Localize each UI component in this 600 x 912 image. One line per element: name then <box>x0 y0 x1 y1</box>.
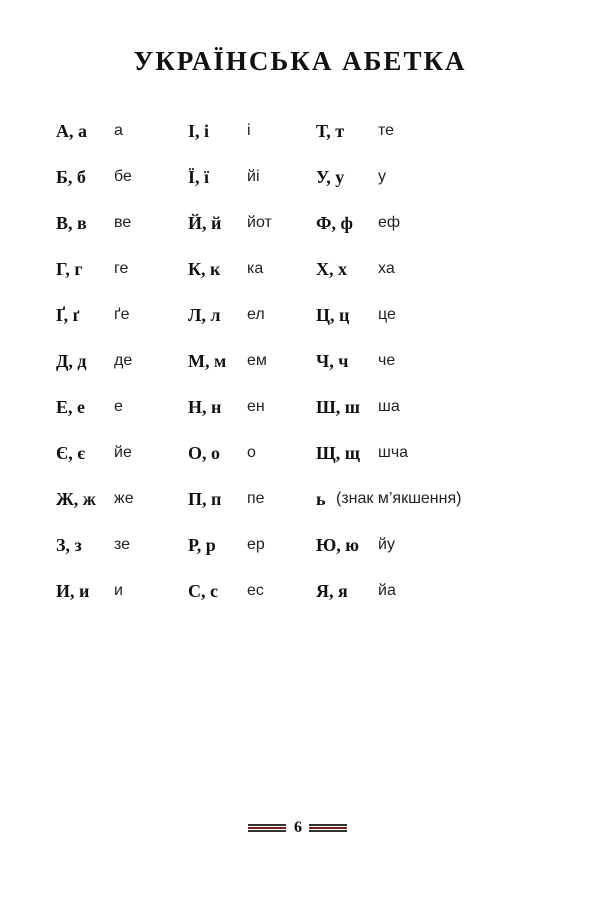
letter-pair: Т, т <box>316 121 345 141</box>
letter-name: ка <box>247 260 264 277</box>
letter-name: ша <box>378 398 400 415</box>
letter-pair: Ж, ж <box>56 489 96 509</box>
letter-name: и <box>114 582 123 599</box>
letter-pair: Ц, ц <box>316 305 350 325</box>
letter-pair: Й, й <box>188 213 222 233</box>
letter-name: у <box>378 168 386 185</box>
letter-pair: Х, х <box>316 259 347 279</box>
letter-name: йот <box>247 214 272 231</box>
letter-name: ен <box>247 398 265 415</box>
letter-name: ха <box>378 260 395 277</box>
letter-pair: Ґ, ґ <box>56 305 80 325</box>
letter-name: пе <box>247 490 265 507</box>
letter-name: бе <box>114 168 132 185</box>
letter-name: йі <box>247 168 260 185</box>
letter-pair: Н, н <box>188 397 222 417</box>
letter-name: ес <box>247 582 264 599</box>
letter-pair: І, і <box>188 121 210 141</box>
letter-name: (знак м’якшення) <box>336 490 462 507</box>
letter-pair: В, в <box>56 213 87 233</box>
letter-name: ґе <box>114 306 130 323</box>
letter-name: те <box>378 122 395 139</box>
letter-name: де <box>114 352 133 369</box>
page-number: 6 <box>294 819 302 836</box>
letter-pair: О, о <box>188 443 221 463</box>
letter-name: і <box>247 122 251 139</box>
letter-name: о <box>247 444 256 461</box>
letter-name: че <box>378 352 396 369</box>
letter-pair: Ч, ч <box>316 351 349 371</box>
letter-name: ве <box>114 214 132 231</box>
letter-pair: Б, б <box>56 167 86 187</box>
letter-pair: Р, р <box>188 535 216 555</box>
decorative-rule-left <box>248 824 286 832</box>
letter-pair: Щ, щ <box>316 443 360 463</box>
decorative-rule-right <box>309 824 347 832</box>
letter-name: еф <box>378 214 401 231</box>
letter-pair: У, у <box>316 167 345 187</box>
letter-name: йе <box>114 444 132 461</box>
letter-name: ел <box>247 306 265 323</box>
letter-pair: Е, е <box>56 397 85 417</box>
page-footer <box>0 816 600 840</box>
letter-pair: ь <box>316 489 326 509</box>
letter-name: зе <box>114 536 131 553</box>
letter-pair: З, з <box>56 535 82 555</box>
letter-pair: И, и <box>56 581 90 601</box>
letter-name: ер <box>247 536 265 553</box>
letter-pair: Ї, ї <box>188 167 210 187</box>
letter-pair: Д, д <box>56 351 87 371</box>
letter-name: йу <box>378 536 395 553</box>
letter-pair: М, м <box>188 351 227 371</box>
letter-name: це <box>378 306 396 323</box>
letter-pair: Г, г <box>56 259 83 279</box>
letter-pair: С, с <box>188 581 218 601</box>
letter-pair: Я, я <box>316 581 348 601</box>
page-title: УКРАЇНСЬКА АБЕТКА <box>133 46 467 76</box>
letter-name: а <box>114 122 123 139</box>
letter-name: йа <box>378 582 396 599</box>
letter-name: ге <box>114 260 129 277</box>
letter-pair: А, а <box>56 121 87 141</box>
letter-pair: П, п <box>188 489 222 509</box>
letter-pair: К, к <box>188 259 221 279</box>
letter-name: же <box>114 490 134 507</box>
letter-pair: Л, л <box>188 305 221 325</box>
letter-pair: Ф, ф <box>316 213 353 233</box>
letter-pair: Ш, ш <box>316 397 360 417</box>
letter-pair: Ю, ю <box>316 535 360 555</box>
letter-name: ем <box>247 352 267 369</box>
letter-name: шча <box>378 444 409 461</box>
letter-pair: Є, є <box>56 443 85 463</box>
letter-name: е <box>114 398 123 415</box>
